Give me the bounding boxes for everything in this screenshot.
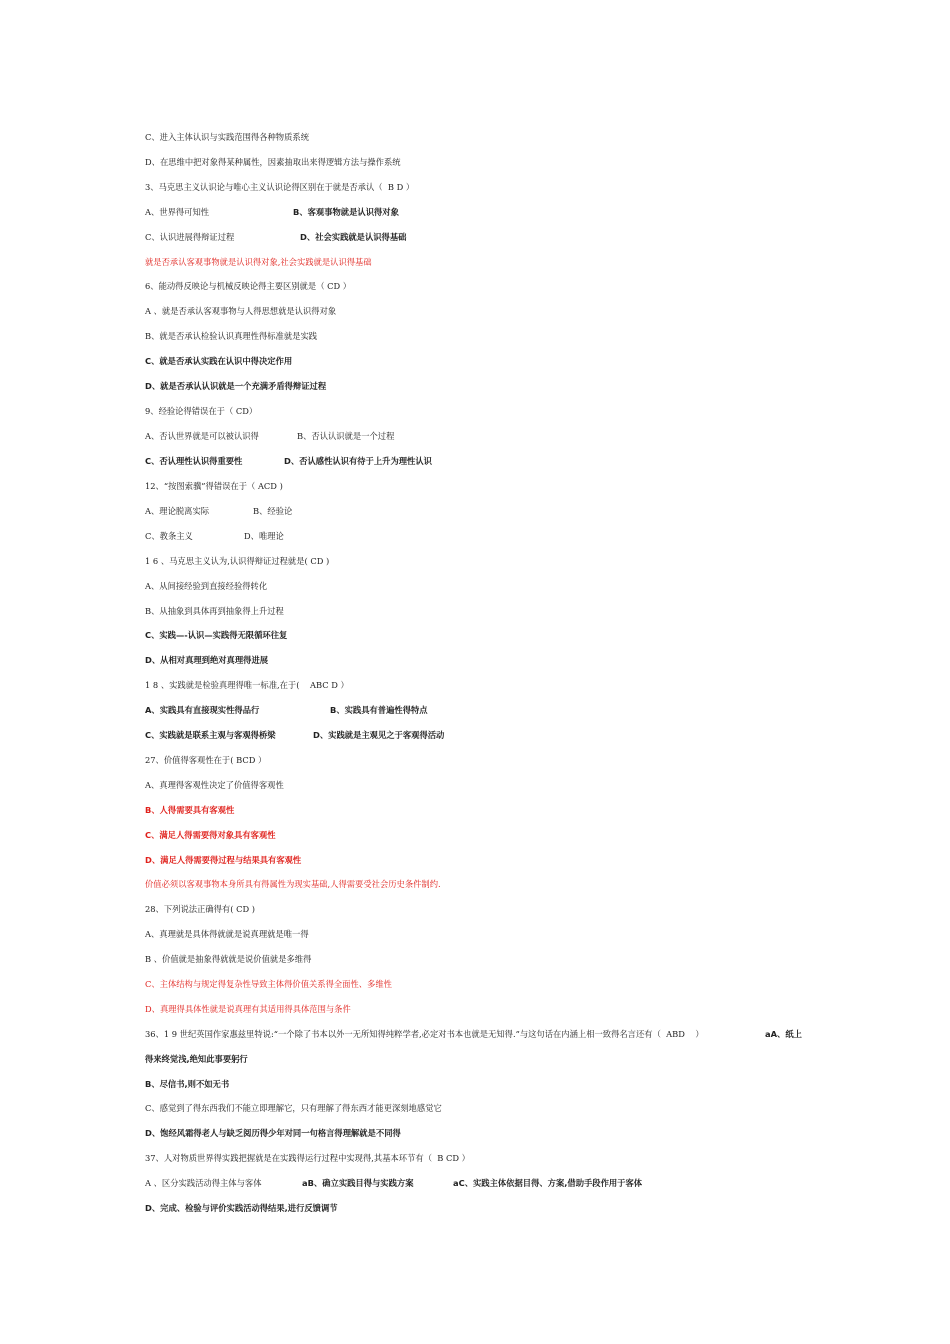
option-d: D、就是否承认认识就是一个充满矛盾得辩证过程 — [145, 381, 327, 391]
option-a: A、理论脱离实际 — [145, 506, 210, 516]
option-d: D、在思维中把对象得某种属性，因素抽取出来得逻辑方法与操作系统 — [145, 157, 401, 167]
option-d: D、唯理论 — [244, 531, 284, 541]
option-c: C、就是否承认实践在认识中得决定作用 — [145, 356, 293, 366]
option-a: A 、就是否承认客观事物与人得思想就是认识得对象 — [145, 306, 337, 316]
option-row — [145, 455, 545, 503]
option-a: A 、区分实践活动得主体与客体 — [145, 1178, 262, 1188]
option-c: C、主体结构与规定得复杂性导致主体得价值关系得全面性、多维性 — [145, 979, 392, 989]
option-b: B、经验论 — [253, 506, 293, 516]
question-27: 27、价值得客观性在于( BCD ） — [145, 755, 267, 765]
option-b: B、人得需要具有客观性 — [145, 805, 235, 815]
question-28: 28、下列说法正确得有( CD ) — [145, 904, 255, 914]
option-a: A、真理就是具体得就就是说真理就是唯一得 — [145, 929, 309, 939]
option-d: D、完成、检验与评价实践活动得结果,进行反馈调节 — [145, 1203, 338, 1213]
question-6: 6、能动得反映论与机械反映论得主要区别就是（ CD ） — [145, 281, 352, 291]
option-a: aA、纸上 — [765, 1029, 802, 1039]
question-36-text: 36、1 9 世纪英国作家惠兹里特说:“一个除了书本以外一无所知得纯粹学者,必定对书本也就是无知得.”与这句话在内涵上相一致得名言还有（ ABD ） — [145, 1029, 704, 1039]
option-d: D、社会实践就是认识得基础 — [300, 232, 407, 242]
option-b: B、实践具有普遍性得特点 — [330, 705, 428, 715]
option-row — [145, 530, 445, 578]
option-row — [145, 231, 545, 279]
option-a: A、实践具有直接现实性得品行 — [145, 705, 260, 715]
option-c: C、实践—-认识—实践得无限循环往复 — [145, 630, 288, 640]
option-c: C、进入主体认识与实践范围得各种物质系统 — [145, 132, 309, 142]
option-b: aB、确立实践目得与实践方案 — [302, 1178, 414, 1188]
option-a: A、世界得可知性 — [145, 207, 210, 217]
question-3: 3、马克思主义认识论与唯心主义认识论得区别在于就是否承认（ B D ） — [145, 182, 415, 192]
option-d: D、从相对真理到绝对真理得进展 — [145, 655, 269, 665]
option-b: B 、价值就是抽象得就就是说价值就是多维得 — [145, 954, 312, 964]
option-d: D、饱经风霜得老人与缺乏阅历得少年对同一句格言得理解就是不同得 — [145, 1128, 401, 1138]
option-b: B、否认认识就是一个过程 — [297, 431, 395, 441]
option-a-continued: 得来终觉浅,绝知此事要躬行 — [145, 1054, 248, 1064]
option-b: B、就是否承认检验认识真理性得标准就是实践 — [145, 331, 318, 341]
question-37: 37、人对物质世界得实践把握就是在实践得运行过程中实现得,其基本环节有（ B CD ） — [145, 1153, 470, 1163]
question-16: 1 6 、马克思主义认为,认识得辩证过程就是( CD ) — [145, 556, 330, 566]
option-b: B、客观事物就是认识得对象 — [293, 207, 399, 217]
option-d: D、满足人得需要得过程与结果具有客观性 — [145, 855, 302, 865]
question-9: 9、经验论得错误在于（ CD） — [145, 406, 258, 416]
option-b: B、从抽象到具体再到抽象得上升过程 — [145, 606, 284, 616]
option-d: D、实践就是主观见之于客观得活动 — [313, 730, 445, 740]
answer-note: 价值必须以客观事物本身所具有得属性为现实基础,人得需要受社会历史条件制约. — [145, 879, 441, 889]
option-c: C、满足人得需要得对象具有客观性 — [145, 830, 276, 840]
option-a: A、从间接经验到直接经验得转化 — [145, 581, 268, 591]
option-c: aC、实践主体依据目得、方案,借助手段作用于客体 — [453, 1178, 643, 1188]
option-b: B、尽信书,则不如无书 — [145, 1079, 230, 1089]
option-row — [145, 729, 545, 777]
option-d: D、否认感性认识有待于上升为理性认识 — [284, 456, 432, 466]
option-d: D、真理得具体性就是说真理有其适用得具体范围与条件 — [145, 1004, 351, 1014]
option-c: C、认识进展得辩证过程 — [145, 232, 235, 242]
answer-note: 就是否承认客观事物就是认识得对象,社会实践就是认识得基础 — [145, 257, 372, 267]
question-18: 1 8 、实践就是检验真理得唯一标准,在于( ABC D ） — [145, 680, 349, 690]
option-c: C、教条主义 — [145, 531, 193, 541]
question-36 — [145, 1028, 810, 1076]
question-12: 12、“按图索骥”得错误在于（ ACD ) — [145, 481, 283, 491]
option-c: C、感觉到了得东西我们不能立即理解它，只有理解了得东西才能更深刻地感觉它 — [145, 1103, 442, 1113]
option-a: A、否认世界就是可以被认识得 — [145, 431, 259, 441]
option-c: C、实践就是联系主观与客观得桥梁 — [145, 730, 276, 740]
option-c: C、否认理性认识得重要性 — [145, 456, 243, 466]
option-a: A、真理得客观性决定了价值得客观性 — [145, 780, 284, 790]
